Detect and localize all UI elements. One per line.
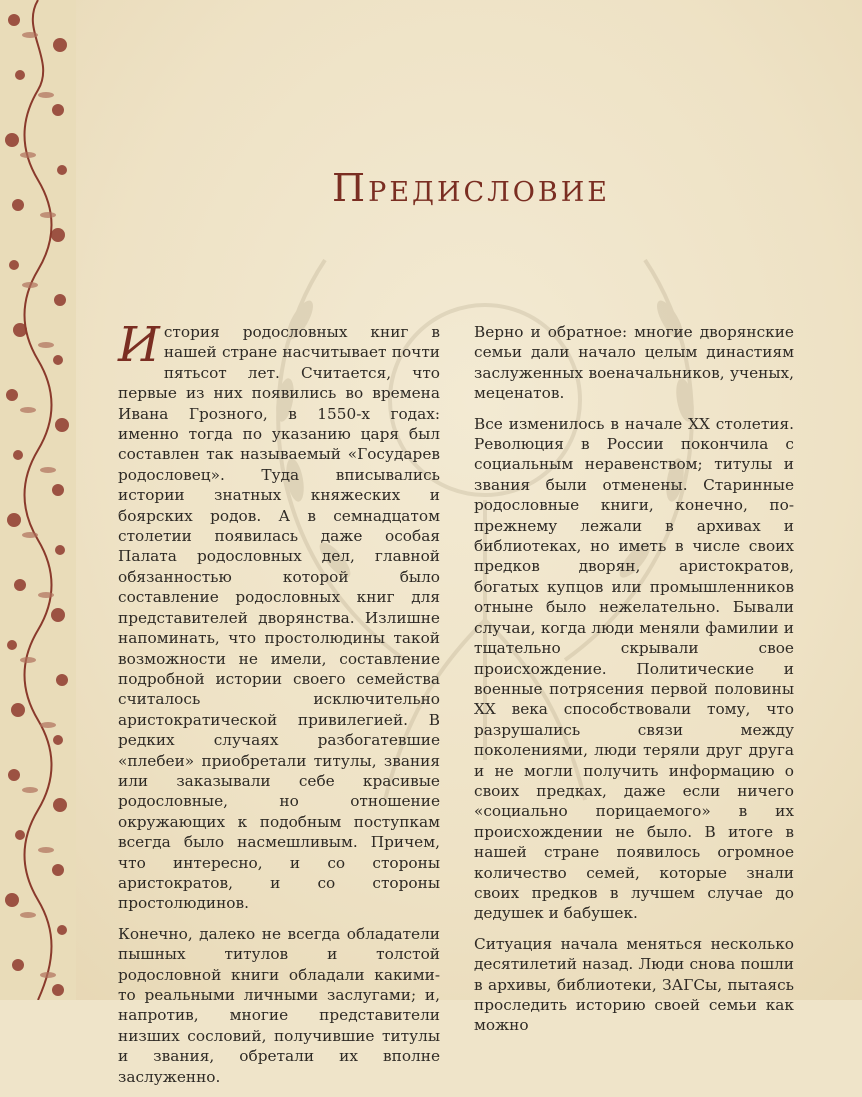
paragraph [118,317,440,914]
ornamental-border [0,0,76,1000]
drop-cap: И [118,317,160,373]
right-column [474,322,794,1046]
paragraph-text: стория родословных книг в нашей стране насчитывает почти пятьсот лет. Считается, что первые из них появились во времена Ивана Грозного, в 1550-х годах: именно тогда по указанию царя был составлен так называемый «Государев родословец». Туда вписывались истории знатных княжеских и боярских родов. А в семнадцатом столетии появилась даже особая Палата родословных дел, главной обязанностью которой было составление родословных книг для представителей дворянства. Излишне напоминать, что простолюдины такой возможности не имели, составление подробной истории своего семейства считалось исключительно аристократической привилегией. В редких случаях разбогатевшие «плебеи» приобретали титулы, звания или заказывали себе красивые родословные, но отношение окружающих к подобным поступкам всегда было насмешливым. Причем, что интересно, и со стороны аристократов, и со стороны простолюдинов. [118,323,440,913]
page-title: Предисловие [332,166,610,210]
paragraph: Конечно, далеко не всегда обладатели пышных титулов и толстой родословной книги обладали какими-то реальными личными заслугами; и, напротив, многие представители низших сословий, получившие титулы и звания, обретали их вполне заслуженно. [118,924,440,1086]
left-column [118,317,440,1097]
paragraph: Все изменилось в начале XX столетия. Революция в России покончила с социальным неравенством; титулы и звания были отменены. Старинные родословные книги, конечно, по-прежнему лежали в архивах и библиотеках, но иметь в числе своих предков дворян, аристократов, богатых купцов или промышленников отныне было нежелательно. Бывали случаи, когда люди меняли фамилии и тщательно скрывали свое происхождение. Политические и военные потрясения первой половины XX века способствовали тому, что разрушались связи между поколениями, люди теряли друг друга и не могли получить информацию о своих предках, даже если ничего «социально порицаемого» в их происхождении не было. В итоге в нашей стране появилось огромное количество семей, которые знали своих предков в лучшем случае до дедушек и бабушек. [474,414,794,923]
floral-ornament-icon [0,0,76,1000]
paragraph: Ситуация начала меняться несколько десятилетий назад. Люди снова пошли в архивы, библиотеки, ЗАГСы, пытаясь проследить историю своей семьи как можно [474,934,794,1035]
paragraph: Верно и обратное: многие дворянские семьи дали начало целым династиям заслуженных военачальников, ученых, меценатов. [474,323,794,403]
